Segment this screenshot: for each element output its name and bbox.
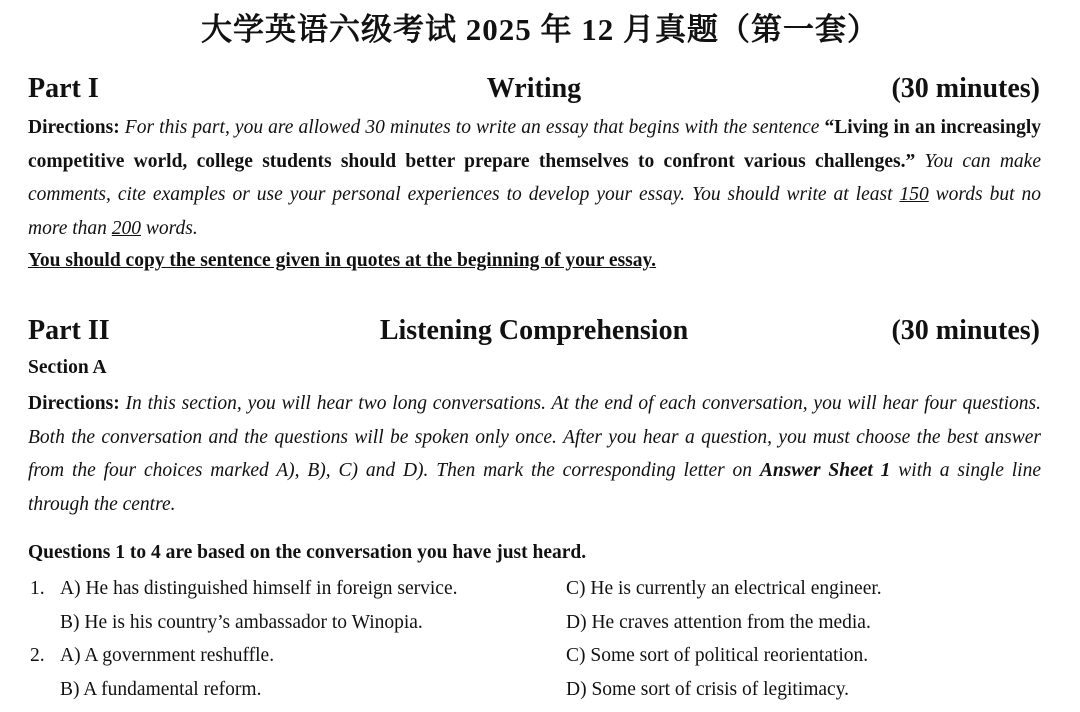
part-1-label: Part I xyxy=(28,73,99,104)
min-words: 150 xyxy=(899,184,929,205)
part-1-name: Writing xyxy=(486,73,582,104)
answer-sheet-label: Answer Sheet 1 xyxy=(759,460,891,481)
choice-b: B) He is his country’s ambassador to Winopia. xyxy=(60,612,423,633)
choice-c: C) He is currently an electrical engineer. xyxy=(566,578,882,599)
directions-label: Directions: xyxy=(28,117,120,138)
directions-text: words. xyxy=(141,217,198,239)
choice-b: B) A fundamental reform. xyxy=(60,679,262,700)
page-title: 大学英语六级考试 2025 年 12 月真题（第一套） xyxy=(201,12,879,47)
question-number: 2. xyxy=(30,645,45,666)
directions-text: with a single line through the centre. xyxy=(28,460,1041,515)
directions-text: In this section, you will hear two long conversations. At the end of each conversation, you will hear four questions. Both the conversation and the questions will be spoken only once. After you hear a question, you must choose the best answer from the four choices marked A), B), C) and D). Then mark the corresponding letter on xyxy=(28,393,1041,481)
part-1-time: (30 minutes) xyxy=(891,73,1040,104)
part-2-time: (30 minutes) xyxy=(891,315,1040,346)
directions-text: For this part, you are allowed 30 minutes to write an essay that begins with the sentence xyxy=(119,117,825,138)
choice-c: C) Some sort of political reorientation. xyxy=(566,645,869,666)
directions-label: Directions: xyxy=(28,393,120,414)
choice-d: D) He craves attention from the media. xyxy=(566,612,871,633)
copy-instruction: You should copy the sentence given in quotes at the beginning of your essay. xyxy=(28,250,657,271)
max-words: 200 xyxy=(111,217,142,239)
directions-text: words but no more than xyxy=(28,184,1041,239)
directions-text: You can make comments, cite examples or use your personal experiences to develop your essay. You should write at least xyxy=(28,150,1041,205)
question-number: 1. xyxy=(30,578,45,599)
questions-header: Questions 1 to 4 are based on the conversation you have just heard. xyxy=(28,542,587,563)
part-2-header xyxy=(28,315,1040,349)
part-1-header xyxy=(28,73,1040,107)
choice-d: D) Some sort of crisis of legitimacy. xyxy=(566,679,850,700)
part-2-label: Part II xyxy=(28,315,110,346)
choice-a: A) A government reshuffle. xyxy=(60,645,275,666)
section-title: Section A xyxy=(28,357,107,378)
part-2-name: Listening Comprehension xyxy=(379,315,689,346)
essay-prompt-quote: “Living in an increasingly competitive world, college students should better prepare themselves to confront various challenges.” xyxy=(28,117,1041,172)
part-2-directions xyxy=(28,387,1041,521)
choice-a: A) He has distinguished himself in foreign service. xyxy=(60,578,458,599)
part-1-directions xyxy=(28,111,1041,245)
